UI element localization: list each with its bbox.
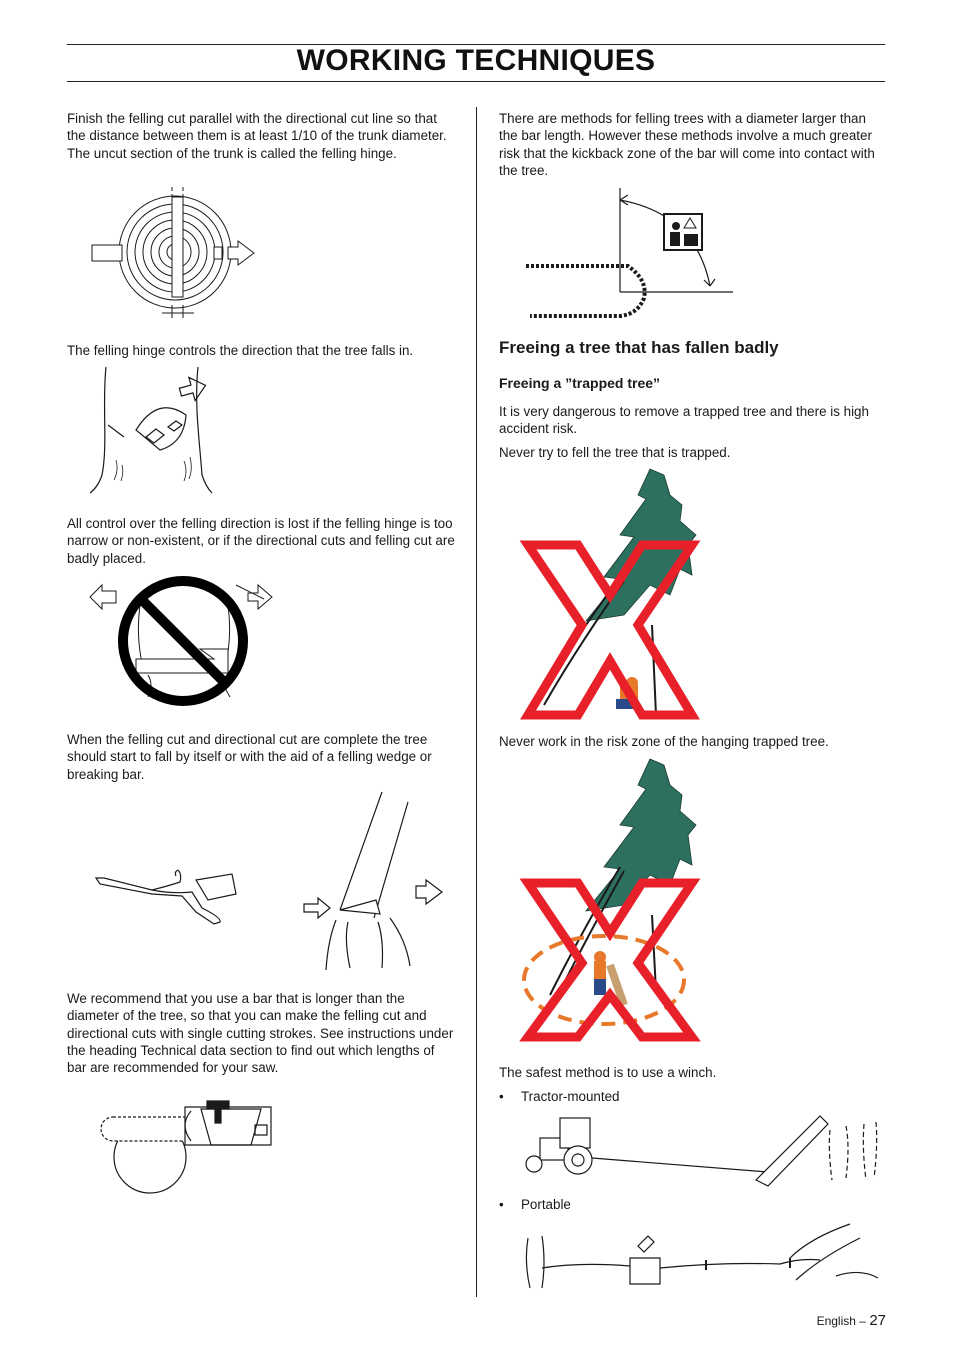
bullet-portable [499, 1197, 571, 1212]
bullet-label: Portable [521, 1197, 571, 1212]
page-footer [817, 1312, 886, 1329]
column-divider [476, 107, 477, 1297]
portable-winch-illustration [520, 1218, 885, 1293]
trapped-tree-risk-zone-illustration [520, 755, 700, 1045]
paragraph-winch: The safest method is to use a winch. [499, 1065, 717, 1080]
paragraph-larger-diameter: There are methods for felling trees with a diameter larger than the bar length. However these methods involve a much greater risk that the kickback zone of the bar will come into contact with the tree. [499, 111, 875, 178]
incorrect-cut-prohibited-illustration [88, 575, 278, 705]
paragraph-felling-cut: Finish the felling cut parallel with the directional cut line so that the distance between them is at least 1/10 of the trunk diameter. The uncut section of the trunk is called the felling hinge. [67, 111, 447, 161]
trapped-tree-do-not-fell-illustration [520, 465, 700, 720]
header-bottom-rule [67, 81, 885, 82]
paragraph-bar-length: We recommend that you use a bar that is longer than the diameter of the tree, so that you can make the felling cut and directional cuts with single cutting strokes. See instructions under the heading Technical data section to find out which lengths of bar are recommended for your saw. [67, 991, 454, 1076]
page-title: WORKING TECHNIQUES [296, 44, 656, 77]
bullet-label: Tractor-mounted [521, 1089, 620, 1104]
paragraph-tree-falls: When the felling cut and directional cut are complete the tree should start to fall by itself or with the aid of a felling wedge or breaking bar. [67, 732, 432, 782]
felling-hinge-side-view-illustration [88, 365, 218, 495]
subheading-trapped-tree: Freeing a ”trapped tree” [499, 375, 661, 391]
felling-hinge-top-view-illustration [90, 185, 260, 320]
kickback-zone-diagram [520, 188, 735, 323]
footer-dash: – [859, 1314, 866, 1328]
section-heading-freeing-tree: Freeing a tree that has fallen badly [499, 338, 779, 357]
tractor-mounted-winch-illustration [520, 1110, 885, 1190]
chainsaw-bar-through-log-illustration [95, 1085, 280, 1195]
page-number: 27 [869, 1312, 886, 1329]
paragraph-hinge-controls: The felling hinge controls the direction that the tree falls in. [67, 343, 414, 358]
paragraph-never-fell: Never try to fell the tree that is trapped. [499, 445, 731, 460]
bullet-tractor-mounted [499, 1089, 619, 1104]
paragraph-dangerous: It is very dangerous to remove a trapped tree and there is high accident risk. [499, 404, 869, 437]
paragraph-control-lost: All control over the felling direction is lost if the felling hinge is too narrow or non-existent, or if the directional cuts and felling cut are badly placed. [67, 516, 455, 566]
bullet-marker: • [499, 1197, 504, 1212]
felling-wedge-breaking-bar-illustration [92, 790, 452, 975]
paragraph-risk-zone: Never work in the risk zone of the hanging trapped tree. [499, 734, 829, 749]
bullet-marker: • [499, 1089, 504, 1104]
footer-language: English [816, 1314, 856, 1328]
